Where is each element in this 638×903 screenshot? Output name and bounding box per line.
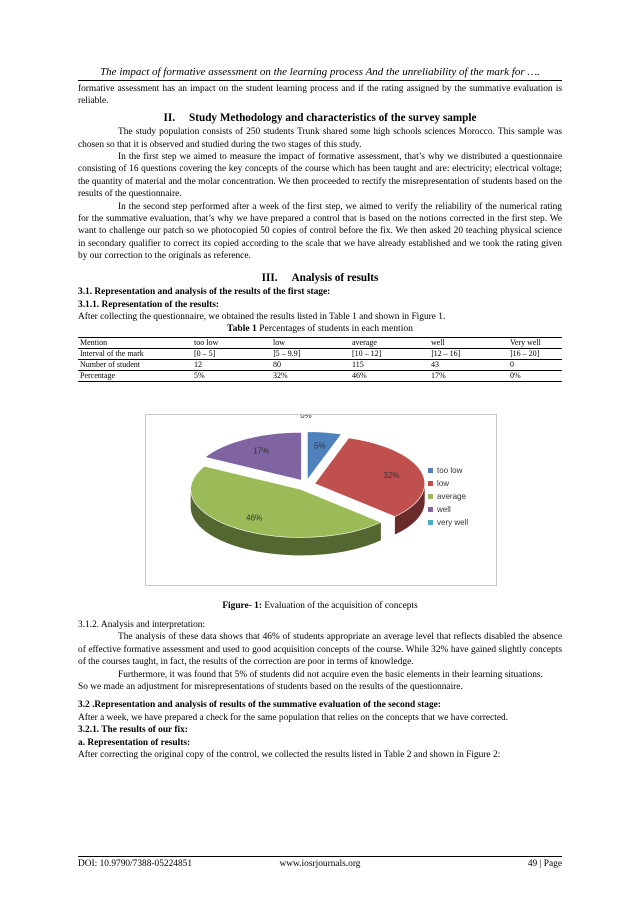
legend-label: low (437, 479, 450, 488)
legend-label: average (437, 492, 466, 501)
subsection-3-1-2-paragraph-2: Furthermore, it was found that 5% of students did not acquire even the basic elements in their learning situations. (118, 669, 543, 680)
legend-swatch (428, 468, 433, 473)
analysis-section (78, 619, 562, 761)
legend-swatch (428, 481, 433, 486)
table-cell: ]16 – 20] (508, 348, 562, 359)
legend-label: well (437, 505, 451, 514)
table-cell: 43 (429, 359, 508, 370)
table-1-label: Table 1 (227, 323, 257, 335)
table-cell: ]12 – 16] (429, 348, 508, 359)
legend-swatch (428, 520, 433, 525)
subsection-3-2-1-heading: 3.2.1. The results of our fix: (78, 725, 188, 736)
table-1-caption (78, 323, 562, 335)
pie-data-label: 17% (253, 446, 270, 456)
section-3-heading: Analysis of results (291, 271, 379, 284)
table-cell: Interval of the mark (78, 348, 192, 359)
pie-data-label: 5% (314, 441, 326, 451)
table-row (78, 337, 562, 348)
pie-data-label: 46% (246, 513, 263, 523)
table-cell: 5% (192, 370, 271, 381)
table-cell: [10 – 12] (350, 348, 429, 359)
table-cell: Number of student (78, 359, 192, 370)
table-cell: 17% (429, 370, 508, 381)
table-1 (78, 337, 562, 382)
section-2-paragraph-3: In the second step performed after a week of the first step, we aimed to verify the reliability of the numerical rating for the summative evaluation, that’s why we have prepared a control that is based on the notions corrected in the first step. We want to challenge our patch so we photocopied 50 copies of control before the fix. We then asked 20 teaching physical science in secondary qualifier to correct its copied according to the scale that we have already established and we took the rating given by our correction to the originals as reference. (78, 201, 562, 262)
section-2-paragraph-1: The study population consists of 250 students Trunk shared some high schools sciences Morocco. This sample was chosen so that it is observed and studied during the two stages of this study. (78, 127, 562, 150)
section-3-number: III. (261, 271, 278, 284)
figure-1-caption-text: Evaluation of the acquisition of concepts (261, 601, 418, 611)
table-cell: low (271, 337, 350, 348)
footer-rule (78, 856, 562, 857)
pie-data-label: 0% (300, 415, 312, 420)
table-row (78, 359, 562, 370)
table-cell: Mention (78, 337, 192, 348)
subsection-3-2-text: After a week, we have prepared a check for the same population that relies on the concepts that we have corrected. (78, 712, 509, 723)
section-2-heading: Study Methodology and characteristics of the survey sample (189, 111, 477, 124)
table-1-caption-text: Percentages of students in each mention (256, 323, 413, 335)
table-row (78, 370, 562, 381)
subsection-3-2-heading: 3.2 .Representation and analysis of results of the summative evaluation of the second stage: (78, 700, 441, 711)
footer-page-number: 49 | Page (527, 859, 562, 869)
table-cell: Very well (508, 337, 562, 348)
section-2-title (78, 112, 562, 124)
subsection-3-1-2-heading: 3.1.2. Analysis and interpretation: (78, 620, 206, 630)
figure-1-chart (145, 414, 497, 586)
table-cell: average (350, 337, 429, 348)
section-2-number: II. (163, 111, 176, 124)
subsection-3-1-2-paragraph-3: So we made an adjustment for misrepresentations of students based on the results of the questionnaire. (78, 682, 463, 693)
main-body (78, 83, 562, 382)
section-3-title (78, 272, 562, 284)
subsection-3-1-1-text: After collecting the questionnaire, we obtained the results listed in Table 1 and shown in Figure 1. (78, 311, 446, 322)
footer-site: www.iosrjournals.org (279, 859, 361, 869)
subsection-3-1-heading: 3.1. Representation and analysis of the results of the first stage: (78, 287, 331, 298)
table-cell: ]5 – 9.9] (271, 348, 350, 359)
header-rule (78, 80, 562, 81)
legend-label: very well (437, 518, 469, 527)
figure-1-label: Figure- 1: (222, 601, 262, 611)
figure-1-caption (78, 601, 562, 611)
legend-swatch (428, 507, 433, 512)
table-cell: 32% (271, 370, 350, 381)
table-row (78, 348, 562, 359)
legend-swatch (428, 494, 433, 499)
table-cell: too low (192, 337, 271, 348)
table-cell: Percentage (78, 370, 192, 381)
table-cell: 80 (271, 359, 350, 370)
subsection-a-heading: a. Representation of results: (78, 737, 191, 748)
table-cell: well (429, 337, 508, 348)
subsection-a-text: After correcting the original copy of the control, we collected the results listed in Table 2 and shown in Figure 2: (78, 750, 501, 761)
table-cell: 115 (350, 359, 429, 370)
pie-data-label: 32% (383, 471, 400, 481)
table-cell: 12 (192, 359, 271, 370)
intro-continuation: formative assessment has an impact on the student learning process and if the rating assigned by the summative evaluation is reliable. (78, 84, 562, 107)
table-cell: 0 (508, 359, 562, 370)
table-cell: 0% (508, 370, 562, 381)
subsection-3-1-2-paragraph-1: The analysis of these data shows that 46% of students appropriate an average level that reflects disabled the absence of effective formative assessment and used to good acquisition concepts of the course. While 32% have gained slightly concepts of the courses taught, in fact, the results of the correction are poor in terms of knowledge. (78, 632, 562, 668)
section-2-paragraph-2: In the first step we aimed to measure the impact of formative assessment, that’s why we distributed a questionnaire consisting of 16 questions covering the key concepts of the course which has been taught and are: electricity; electrical voltage; the quantity of material and the molar concentration. We then proceeded to rectify the misrepresentation of students based on the results of the questionnaire. (78, 152, 562, 200)
table-cell: 46% (350, 370, 429, 381)
subsection-3-1-1-heading: 3.1.1. Representation of the results: (78, 299, 220, 310)
pie-chart (146, 415, 496, 585)
running-header: The impact of formative assessment on the learning process And the unreliability of the mark for …. (100, 66, 540, 78)
legend-label: too low (437, 466, 463, 475)
footer-doi: DOI: 10.9790/7388-05224851 (78, 859, 193, 869)
table-cell: [0 – 5] (192, 348, 271, 359)
